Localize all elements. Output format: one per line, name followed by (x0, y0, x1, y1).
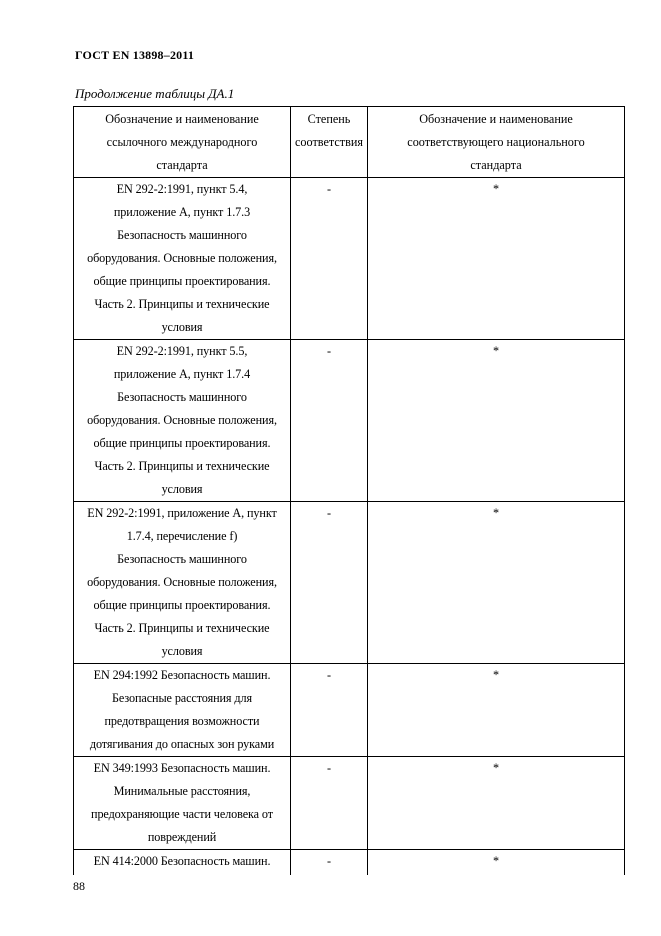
reference-line: EN 349:1993 Безопасность машин. (93, 761, 271, 775)
header-line: соответствующего национального (407, 135, 585, 149)
reference-line: оборудования. Основные положения, (87, 251, 277, 265)
reference-line: Часть 2. Принципы и технические (94, 297, 270, 311)
reference-line (74, 873, 290, 875)
reference-line: предотвращения возможности (104, 714, 260, 728)
national-cell: * (368, 340, 625, 502)
reference-line: общие принципы проектирования. (93, 598, 271, 612)
table-row (74, 757, 625, 850)
degree-cell: - (291, 664, 368, 757)
header-line: Степень (307, 112, 351, 126)
reference-line: общие принципы проектирования. (93, 436, 271, 450)
reference-line: оборудования. Основные положения, (87, 575, 277, 589)
reference-line: условия (161, 644, 203, 658)
reference-line: приложение А, пункт 1.7.4 (113, 367, 251, 381)
header-national-standard (368, 107, 625, 178)
degree-cell: - (291, 850, 368, 876)
reference-line: общие принципы проектирования. (93, 274, 271, 288)
header-line: соответствия (295, 135, 363, 149)
reference-line: дотягивания до опасных зон руками (89, 737, 275, 751)
header-line: ссылочного международного (106, 135, 258, 149)
reference-line: оборудования. Основные положения, (87, 413, 277, 427)
national-cell: * (368, 850, 625, 876)
header-line: стандарта (470, 158, 522, 172)
table-row (74, 502, 625, 664)
reference-line: повреждений (147, 830, 217, 844)
document-header: ГОСТ EN 13898–2011 (75, 48, 195, 62)
header-line: Обозначение и наименование (105, 112, 259, 126)
national-cell: * (368, 757, 625, 850)
reference-line: Часть 2. Принципы и технические (94, 621, 270, 635)
header-international-standard (74, 107, 291, 178)
reference-cell (74, 340, 291, 502)
reference-line: Часть 2. Принципы и технические (94, 459, 270, 473)
header-degree-of-conformity (291, 107, 368, 178)
reference-cell (74, 178, 291, 340)
page-number: 88 (73, 879, 85, 893)
reference-cell (74, 664, 291, 757)
table-header-row (74, 107, 625, 178)
national-cell: * (368, 178, 625, 340)
reference-line: Минимальные расстояния, (113, 784, 251, 798)
reference-cell (74, 850, 291, 876)
reference-cell (74, 502, 291, 664)
degree-cell: - (291, 340, 368, 502)
table-caption: Продолжение таблицы ДА.1 (75, 86, 235, 101)
table-row (74, 178, 625, 340)
reference-line: 1.7.4, перечисление f) (126, 529, 238, 543)
reference-line: Безопасность машинного (117, 390, 247, 404)
reference-line: приложение А, пункт 1.7.3 (113, 205, 251, 219)
degree-cell: - (291, 757, 368, 850)
header-line: Обозначение и наименование (419, 112, 573, 126)
header-line: стандарта (156, 158, 208, 172)
degree-cell: - (291, 502, 368, 664)
reference-cell (74, 757, 291, 850)
reference-line: Безопасность машинного (117, 552, 247, 566)
reference-line: Безопасность машинного (117, 228, 247, 242)
reference-line: Безопасные расстояния для (112, 691, 252, 705)
reference-line: предохраняющие части человека от (91, 807, 273, 821)
degree-cell: - (291, 178, 368, 340)
reference-line: EN 294:1992 Безопасность машин. (93, 668, 271, 682)
table-row (74, 850, 625, 876)
reference-line: EN 414:2000 Безопасность машин. (93, 854, 271, 868)
national-cell: * (368, 664, 625, 757)
table-row (74, 664, 625, 757)
reference-line: условия (161, 482, 203, 496)
reference-line: EN 292-2:1991, пункт 5.4, (116, 182, 248, 196)
reference-line: EN 292-2:1991, пункт 5.5, (116, 344, 248, 358)
reference-line: EN 292-2:1991, приложение А, пункт (87, 506, 277, 520)
national-cell: * (368, 502, 625, 664)
reference-line: условия (161, 320, 203, 334)
standards-table (73, 106, 625, 875)
table-row (74, 340, 625, 502)
